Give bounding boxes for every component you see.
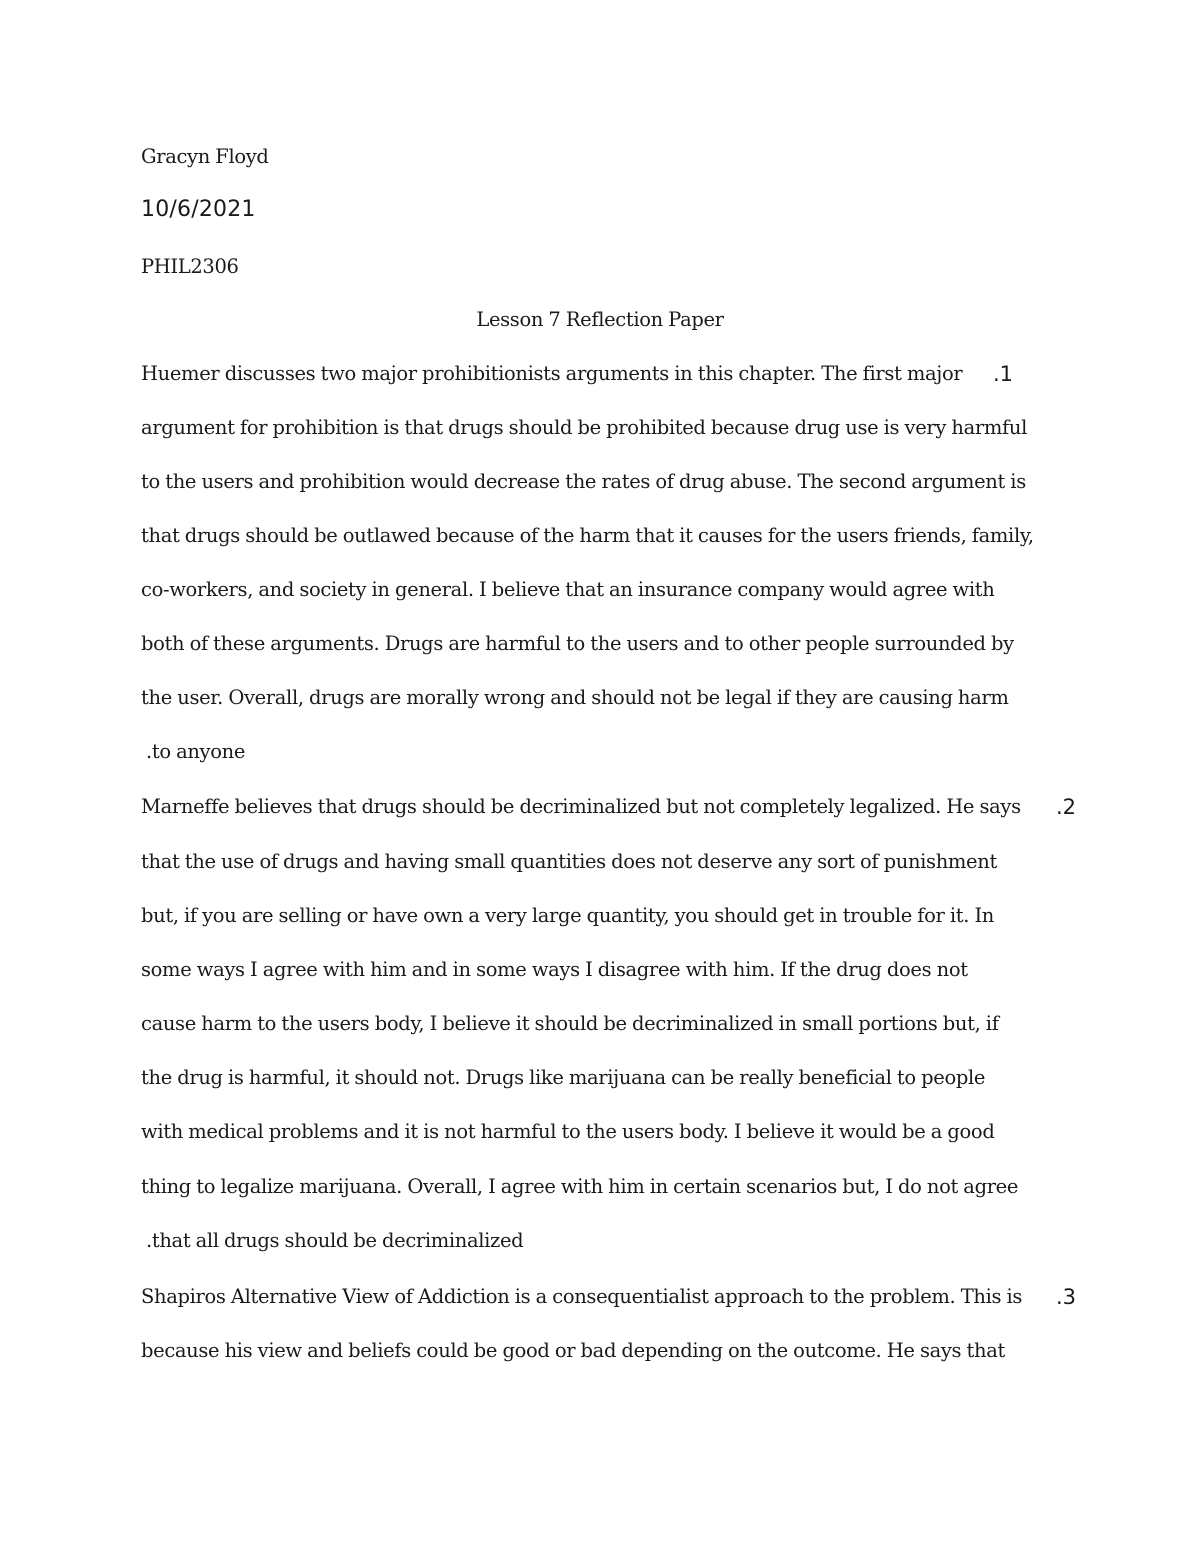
paragraph-line: that the use of drugs and having small quantities does not deserve any sort of punishment [141,850,997,873]
paragraph-line: that drugs should be outlawed because of the harm that it causes for the users friends, family, [141,524,1034,547]
item-number: .1 [993,362,1014,386]
paragraph-line: Marneffe believes that drugs should be decriminalized but not completely legalized. He says [141,795,1021,818]
paragraph-line: cause harm to the users body, I believe it should be decriminalized in small portions but, if [141,1012,999,1035]
paragraph-line: argument for prohibition is that drugs should be prohibited because drug use is very harmful [141,416,1027,439]
paragraph-line: the user. Overall, drugs are morally wrong and should not be legal if they are causing harm [141,686,1009,709]
paragraph-line: Shapiros Alternative View of Addiction is a consequentialist approach to the problem. This is [141,1285,1023,1308]
paragraph-line: Huemer discusses two major prohibitionists arguments in this chapter. The first major [141,362,963,385]
paragraph-line: co-workers, and society in general. I believe that an insurance company would agree with [141,578,995,601]
paragraph-line: thing to legalize marijuana. Overall, I agree with him in certain scenarios but, I do not agree [141,1175,1019,1198]
item-number: .3 [1056,1285,1077,1309]
paragraph-line: with medical problems and it is not harmful to the users body. I believe it would be a good [141,1120,995,1143]
author-name: Gracyn Floyd [141,145,269,168]
paragraph-line: .to anyone [146,740,246,763]
paper-title: Lesson 7 Reflection Paper [476,308,724,331]
submission-date: 10/6/2021 [141,197,256,222]
item-number: .2 [1056,795,1077,819]
paragraph-line: to the users and prohibition would decrease the rates of drug abuse. The second argument is [141,470,1026,493]
paragraph-line: because his view and beliefs could be good or bad depending on the outcome. He says that [141,1339,1006,1362]
paragraph-line: .that all drugs should be decriminalized [146,1229,524,1252]
paragraph-line: the drug is harmful, it should not. Drugs like marijuana can be really beneficial to people [141,1066,986,1089]
paragraph-line: but, if you are selling or have own a very large quantity, you should get in trouble for it. In [141,904,995,927]
paragraph-line: some ways I agree with him and in some ways I disagree with him. If the drug does not [141,958,968,981]
course-code: PHIL2306 [141,255,239,278]
paragraph-line: both of these arguments. Drugs are harmful to the users and to other people surrounded by [141,632,1014,655]
